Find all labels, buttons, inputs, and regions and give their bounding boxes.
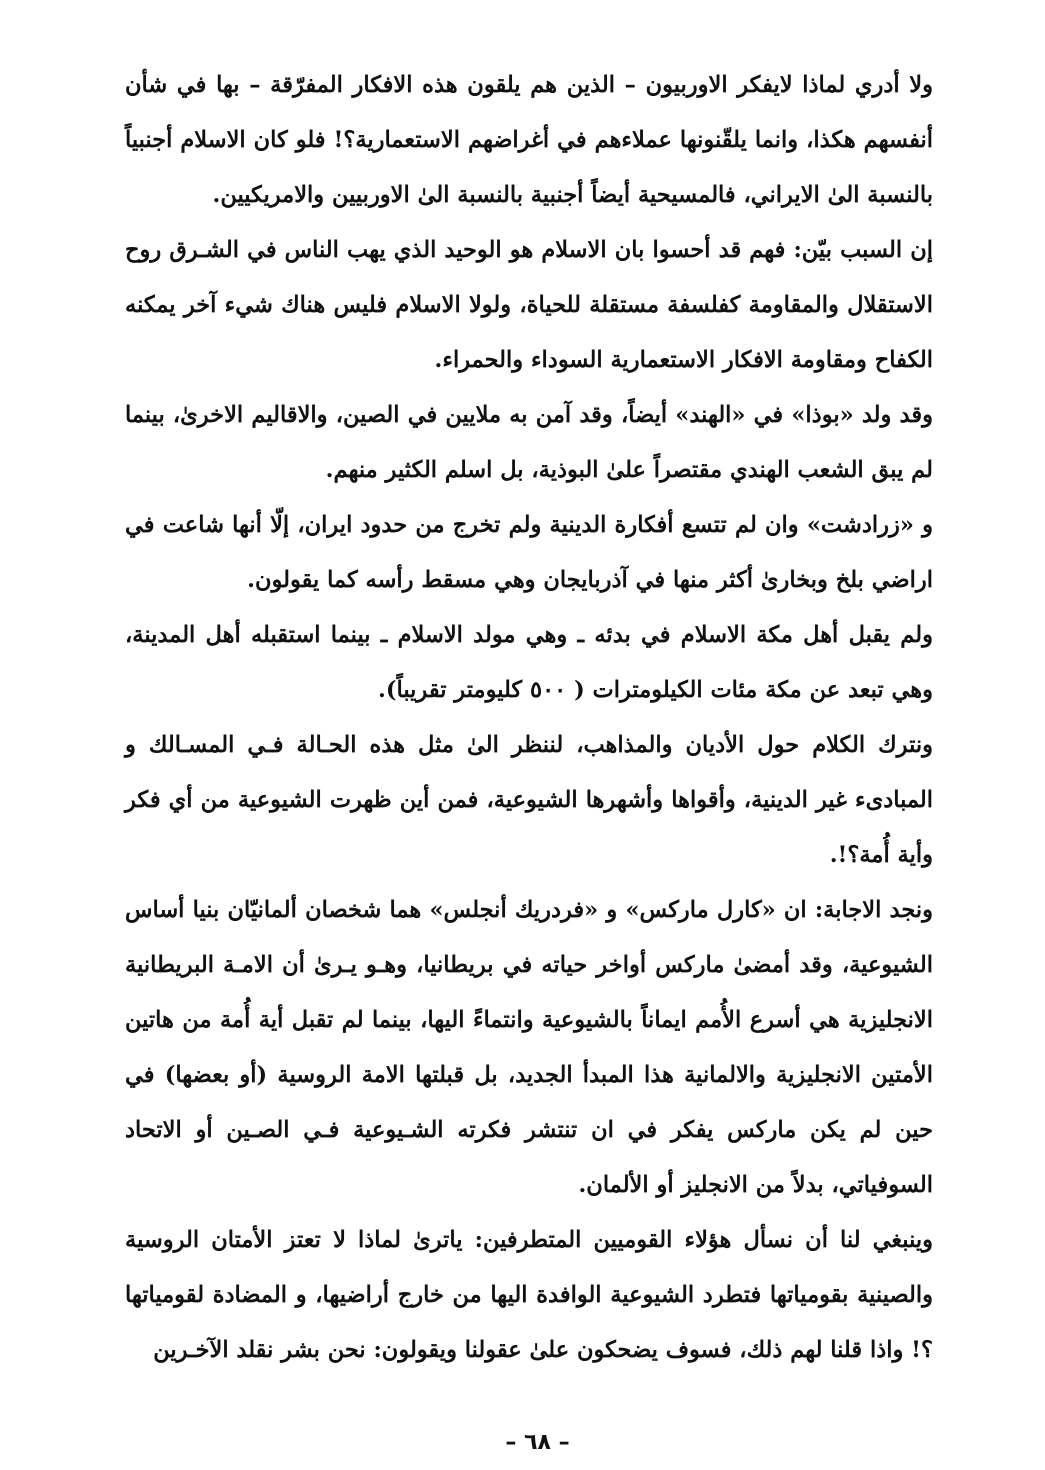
- paragraph-5: ولم يقبل أهل مكة الاسلام في بدئه ـ وهي مولد الاسلام ـ بينما استقبله أهل المدينة، وهي تبعد عن مكة مئات الكيلومترات ( ٥٠٠ كليومتر تقريباً).: [125, 622, 933, 703]
- page-number: – ٦٨ –: [505, 1430, 570, 1455]
- paragraph-3: وقد ولد «بوذا» في «الهند» أيضاً، وقد آمن به ملايين في الصين، والاقاليم الاخرىٰ، بينما لم يبق الشعب الهندي مقتصراً علىٰ البوذية، بل اسلم الكثير منهم.: [125, 402, 933, 483]
- paragraph-8: وينبغي لنا أن نسأل هؤلاء القوميين المتطرفين: ياترىٰ لماذا لا تعتز الأمتان الروسية والصينية بقومياتها فتطرد الشيوعية الوافدة اليها من خارج أراضيها، و المضادة لقومياتها ؟! واذا قلنا لهم ذلك، فسوف يضحكون علىٰ عقولنا ويقولون: نحن بشر نقلد الآخـرين: [125, 1227, 933, 1363]
- body-text: [125, 58, 933, 1378]
- paragraph-4: و «زرادشت» وان لم تتسع أفكارة الدينية ولم تخرج من حدود ايران، إلّا أنها شاعت في اراضي بلخ وبخارىٰ أكثر منها في آذربايجان وهي مسقط رأسه كما يقولون.: [125, 512, 933, 593]
- paragraph-2: إن السبب بيّن: فهم قد أحسوا بان الاسلام هو الوحيد الذي يهب الناس في الشـرق روح الاستقلال والمقاومة كفلسفة مستقلة للحياة، ولولا الاسلام فليس هناك شيء آخر يمكنه الكفاح ومقاومة الافكار الاستعمارية السوداء والحمراء.: [125, 237, 933, 373]
- paragraph-1: ولا أدري لماذا لايفكر الاوربيون – الذين هم يلقون هذه الافكار المفرّقة – بها في شأن أنفسهم هكذا، وانما يلقّنونها عملاءهم في أغراضهم الاستعمارية؟! فلو كان الاسلام أجنبياً بالنسبة الىٰ الايراني، فالمسيحية أيضاً أجنبية بالنسبة الىٰ الاوربيين والامريكيين.: [125, 72, 933, 208]
- paragraph-7: ونجد الاجابة: ان «كارل ماركس» و «فردريك أنجلس» هما شخصان ألمانيّان بنيا أساس الشيوعية، وقد أمضىٰ ماركس أواخر حياته في بريطانيا، وهـو يـرىٰ أن الامـة البريطانية الانجليزية هي أسرع الأُمم ايماناً بالشيوعية وانتماءً اليها، بينما لم تقبل أية أُمة من هاتين الأمتين الانجليزية والالمانية هذا المبدأ الجديد، بل قبلتها الامة الروسية (أو بعضها) في حين لم يكن ماركس يفكر في ان تنتشر فكرته الشـيوعية فـي الصـين أو الاتحاد السوفياتي، بدلاً من الانجليز أو الألمان.: [125, 897, 933, 1198]
- paragraph-6: ونترك الكلام حول الأديان والمذاهب، لننظر الىٰ مثل هذه الحـالة فـي المسـالك و المبادىء غير الدينية، وأقواها وأشهرها الشيوعية، فمن أين ظهرت الشيوعية من أي فكر وأية أُمة؟!.: [125, 732, 933, 868]
